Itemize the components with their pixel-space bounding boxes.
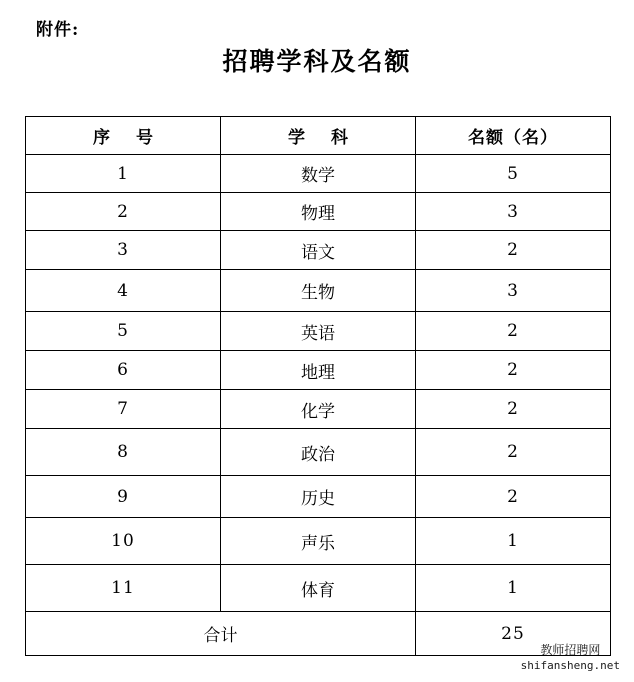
row-subject: 历史 (221, 476, 416, 518)
quota-table (25, 116, 611, 656)
row-subject: 政治 (221, 429, 416, 476)
row-index: 4 (26, 270, 221, 312)
watermark-site-url: shifansheng.net (520, 659, 620, 672)
row-subject: 英语 (221, 312, 416, 351)
row-count: 3 (416, 270, 611, 312)
row-subject: 语文 (221, 231, 416, 270)
row-count: 5 (416, 155, 611, 193)
row-index: 3 (26, 231, 221, 270)
table-row (26, 270, 611, 312)
row-index: 1 (26, 155, 221, 193)
table-row (26, 565, 611, 612)
header-count: 名额（名） (416, 117, 611, 155)
row-count: 2 (416, 390, 611, 429)
total-label: 合计 (26, 612, 416, 656)
table-row (26, 390, 611, 429)
row-subject: 体育 (221, 565, 416, 612)
row-count: 2 (416, 429, 611, 476)
header-index: 序号 (26, 117, 221, 155)
row-index: 5 (26, 312, 221, 351)
table-row (26, 518, 611, 565)
table-row (26, 351, 611, 390)
site-watermark (521, 642, 620, 674)
row-count: 2 (416, 476, 611, 518)
row-index: 2 (26, 193, 221, 231)
row-index: 10 (26, 518, 221, 565)
table-row (26, 231, 611, 270)
table-header-row (26, 117, 611, 155)
total-value: 25 (416, 612, 611, 656)
row-subject: 地理 (221, 351, 416, 390)
row-index: 6 (26, 351, 221, 390)
table-row (26, 312, 611, 351)
row-index: 11 (26, 565, 221, 612)
row-count: 1 (416, 518, 611, 565)
table-row (26, 193, 611, 231)
row-count: 2 (416, 312, 611, 351)
row-count: 2 (416, 351, 611, 390)
row-index: 8 (26, 429, 221, 476)
row-subject: 数学 (221, 155, 416, 193)
row-subject: 化学 (221, 390, 416, 429)
row-subject: 物理 (221, 193, 416, 231)
table-row (26, 155, 611, 193)
watermark-site-name: 教师招聘网 (540, 643, 601, 657)
table-row (26, 476, 611, 518)
row-subject: 声乐 (221, 518, 416, 565)
attachment-label: 附件: (36, 20, 80, 40)
page-title: 招聘学科及名额 (222, 47, 412, 76)
row-count: 2 (416, 231, 611, 270)
row-subject: 生物 (221, 270, 416, 312)
row-count: 1 (416, 565, 611, 612)
table-row (26, 429, 611, 476)
quota-table-container (25, 116, 610, 656)
header-subject: 学科 (221, 117, 416, 155)
row-count: 3 (416, 193, 611, 231)
row-index: 9 (26, 476, 221, 518)
row-index: 7 (26, 390, 221, 429)
